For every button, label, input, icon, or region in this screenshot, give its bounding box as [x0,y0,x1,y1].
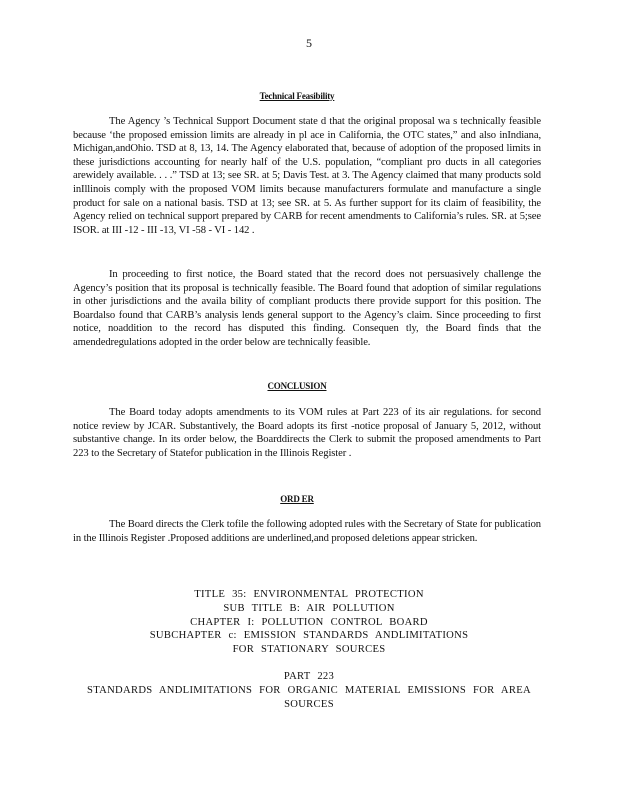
heading-conclusion: CONCLUSION [267,381,327,391]
heading-order: ORD ER [280,494,314,504]
paragraph-technical-1: The Agency ’s Technical Support Document state d that the original proposal wa s technically feasible because ‘the proposed emission limits are already in pl ace in California, the OTC states,” and also inIndiana, Michigan,andOhio. TSD at 8, 13, 14. The Agency elaborated that, because of adoption of the proposed limits in these jurisdictions accounting for nearly half of the U.S. population, “compliant pro ducts in all categories arewidely available. . . .” TSD at 13; see SR. at 5; Davis Test. at 3. The Agency claimed that many products sold inIllinois comply with the proposed VOM limits because manufacturers formulate and manufacture a single product for sale on a national basis. TSD at 13; see SR. at 5. As further support for its claim of feasibility, the Agency relied on technical support prepared by CARB for recent amendments to California’s rules. SR. at 5;see ISOR. at III -12 - III -13, VI -58 - VI - 142 . [73,116,541,236]
paragraph-order: The Board directs the Clerk tofile the following adopted rules with the Secretary of State for publication in the Illinois Register .Proposed additions are underlined,and proposed deletions appear stricken. [73,519,541,544]
part-line: SOURCES [284,698,334,710]
title-line: TITLE 35: ENVIRONMENTAL PROTECTION [194,589,424,600]
title-line: SUBCHAPTER c: EMISSION STANDARDS ANDLIMITATIONS [149,630,469,642]
paragraph-conclusion: The Board today adopts amendments to its VOM rules at Part 223 of its air regulations. for second notice review by JCAR. Substantively, the Board adopts its first -notice proposal of January 5, 2012, without substantive change. In its order below, the Boarddirects the Clerk to submit the proposed amendments to Part 223 to the Secretary of Statefor publication in the Illinois Register . [73,407,541,459]
title-line: FOR STATIONARY SOURCES [232,644,386,656]
paragraph-technical-2: In proceeding to first notice, the Board stated that the record does not persuasively challenge the Agency’s position that its proposal is technically feasible. The Board found that adoption of similar regulations in other jurisdictions and the availa bility of compliant products there provide support for this position. The Boardalso found that CARB’s analysis lends general support to the Agency’s claim. Since proceeding to first notice, noaddition to the record has disputed this finding. Consequen tly, the Board finds that the amendedregulations adopted in the order below are technically feasible. [73,269,541,348]
title-block [0,588,618,657]
title-line: SUB TITLE B: AIR POLLUTION [223,602,395,614]
part-block [0,670,618,711]
part-line: STANDARDS ANDLIMITATIONS FOR ORGANIC MATERIAL EMISSIONS FOR AREA [87,684,531,696]
part-line: PART 223 [283,671,335,682]
page-number: 5 [306,36,312,50]
heading-technical-feasibility: Technical Feasibility [259,91,335,101]
title-line: CHAPTER I: POLLUTION CONTROL BOARD [190,616,428,628]
